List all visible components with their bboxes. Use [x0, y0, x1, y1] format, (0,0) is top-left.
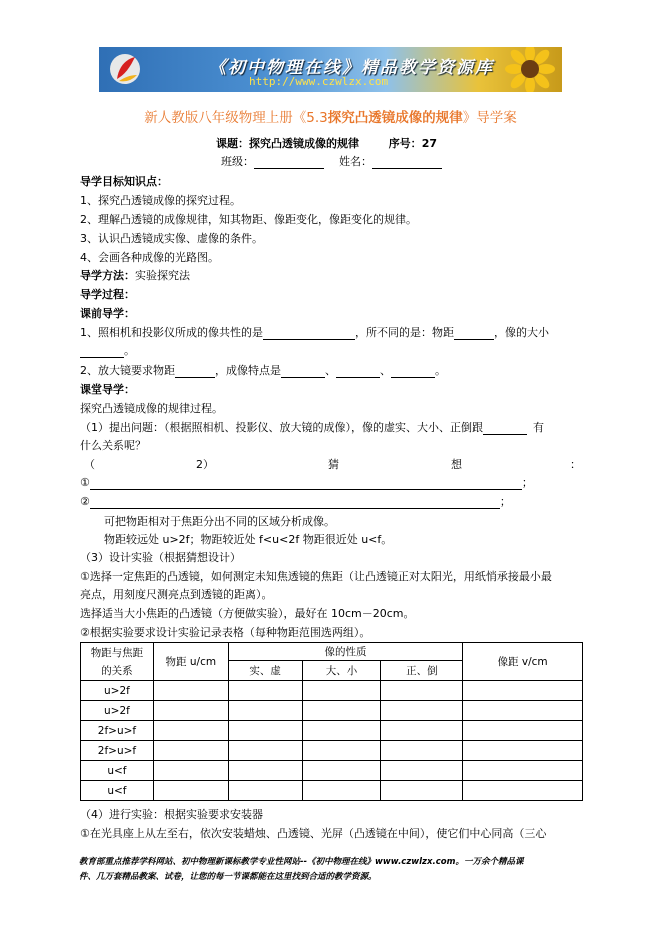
title-suffix: 》导学案 — [462, 110, 517, 126]
u-cell[interactable] — [153, 721, 228, 741]
step4-line: （4）进行实验：根据实验要求安装器 — [80, 808, 263, 821]
step2-part: 2） — [196, 458, 214, 471]
footer-line-2: 件、几万套精品教案、试卷，让您的每一节课都能在这里找到合适的教学资源。 — [79, 872, 377, 882]
guess-2-line — [80, 493, 511, 509]
header-real: 实、虚 — [228, 661, 302, 681]
name-blank[interactable] — [372, 156, 442, 169]
step2-part: 猜 — [328, 458, 339, 471]
step3-line: （3）设计实验（根据猜想设计） — [80, 551, 241, 564]
v-cell[interactable] — [463, 701, 583, 721]
real-cell[interactable] — [228, 741, 302, 761]
relation-cell: u<f — [81, 761, 154, 781]
preclass-q2 — [80, 362, 446, 378]
header-relation-1: 物距与焦距 — [90, 646, 144, 659]
name-label: 姓名： — [339, 155, 372, 168]
table-row — [81, 761, 583, 781]
choose-line: 选择适当大小焦距的凸透镜（方便做实验），最好在 10cm－20cm。 — [80, 607, 415, 620]
header-v: 像距 v/cm — [463, 643, 583, 681]
guess-2-semicolon: ； — [499, 495, 511, 508]
q2-end: 。 — [435, 364, 446, 377]
v-cell[interactable] — [463, 761, 583, 781]
method-label: 导学方法： — [80, 269, 135, 282]
q2-text-b: ，成像特点是 — [215, 364, 281, 377]
q2-sep: 、 — [325, 364, 336, 377]
q2-blank-2[interactable] — [336, 365, 380, 378]
site-banner — [99, 47, 562, 92]
relation-cell: u>2f — [81, 701, 154, 721]
table-row — [81, 701, 583, 721]
relation-cell: u>2f — [81, 681, 154, 701]
inclass-heading: 课堂导学： — [80, 383, 135, 396]
guess-1-marker: ① — [80, 476, 90, 489]
orient-cell[interactable] — [381, 721, 463, 741]
q2-blank-1[interactable] — [281, 365, 325, 378]
inclass-intro: 探究凸透镜成像的规律过程。 — [80, 402, 223, 415]
guess-2-blank[interactable] — [90, 496, 500, 509]
method-line — [80, 267, 190, 283]
guess-1-line — [80, 474, 533, 490]
footer-line-1: 教育部重点推荐学科网站、初中物理新课标教学专业性网站--《初中物理在线》www.czwlzx.com。一万余个精品课 — [79, 857, 524, 867]
step1-cont: 什么关系呢？ — [80, 439, 146, 452]
page-footer — [79, 855, 589, 885]
real-cell[interactable] — [228, 701, 302, 721]
header-relation-2: 的关系 — [101, 664, 133, 677]
real-cell[interactable] — [228, 781, 302, 801]
relation-cell: 2f>u>f — [81, 721, 154, 741]
topic-value: 探究凸透镜成像的规律 — [249, 137, 359, 150]
class-name-line — [221, 153, 442, 169]
step2-part: 想 — [451, 458, 462, 471]
q1-end: 。 — [124, 344, 135, 357]
table-row — [81, 741, 583, 761]
header-orient: 正、倒 — [381, 661, 463, 681]
title-prefix: 新人教版八年级物理上册《5.3 — [144, 110, 328, 126]
record-table — [80, 642, 583, 801]
size-cell[interactable] — [302, 721, 381, 741]
step1-text-b: 有 — [533, 421, 544, 434]
design-line: ②根据实验要求设计实验记录表格（每种物距范围选两组）。 — [80, 626, 371, 639]
step2-part: （ — [84, 458, 95, 471]
guess-1-semicolon: ； — [521, 476, 533, 489]
q1-text-b: ，所不同的是：物距 — [355, 326, 454, 339]
table-row — [81, 681, 583, 701]
q2-blank-distance[interactable] — [175, 365, 215, 378]
region-list: 物距较远处 u>2f；物距较近处 f<u<2f 物距很近处 u<f。 — [104, 533, 393, 546]
v-cell[interactable] — [463, 681, 583, 701]
topic-label: 课题： — [216, 137, 249, 150]
step4-item1: ①在光具座上从左至右，依次安装蜡烛、凸透镜、光屏（凸透镜在中间），使它们中心同高（三心 — [80, 827, 547, 840]
q2-text-a: 2、放大镜要求物距 — [80, 364, 175, 377]
q2-blank-3[interactable] — [391, 365, 435, 378]
goal-item: 3、认识凸透镜成实像、虚像的条件。 — [80, 232, 263, 245]
banner-title: 《初中物理在线》精品教学资源库 — [209, 58, 494, 78]
relation-cell: 2f>u>f — [81, 741, 154, 761]
goal-item: 4、会画各种成像的光路图。 — [80, 251, 219, 264]
relation-cell: u<f — [81, 781, 154, 801]
table-header-row — [81, 643, 583, 661]
preclass-heading: 课前导学： — [80, 307, 135, 320]
u-cell[interactable] — [153, 761, 228, 781]
class-blank[interactable] — [254, 156, 324, 169]
header-image: 像的性质 — [228, 643, 462, 661]
q2-sep: 、 — [380, 364, 391, 377]
q1-text-c: ，像的大小 — [494, 326, 549, 339]
sunflower-icon — [504, 47, 556, 92]
focal-line-b: 亮点，用刻度尺测亮点到透镜的距离）。 — [80, 588, 273, 601]
leaf-logo-icon — [107, 51, 143, 87]
q1-blank-distance[interactable] — [454, 327, 494, 340]
preclass-q1-cont — [80, 342, 135, 358]
class-label: 班级： — [221, 155, 254, 168]
size-cell[interactable] — [302, 741, 381, 761]
banner-url[interactable]: http://www.czwlzx.com — [249, 75, 389, 88]
region-note: 可把物距相对于焦距分出不同的区域分析成像。 — [104, 515, 335, 528]
size-cell[interactable] — [302, 781, 381, 801]
u-cell[interactable] — [153, 681, 228, 701]
u-cell[interactable] — [153, 781, 228, 801]
step1-text: （1）提出问题：（根据照相机、投影仪、放大镜的成像），像的虚实、大小、正倒跟 — [80, 421, 483, 434]
seq-label: 序号： — [388, 137, 422, 150]
orient-cell[interactable] — [381, 701, 463, 721]
step2-part: ： — [570, 458, 581, 471]
document-title — [0, 106, 661, 126]
header-u: 物距 u/cm — [153, 643, 228, 681]
q1-text-a: 1、照相机和投影仪所成的像共性的是 — [80, 326, 263, 339]
q1-blank-common[interactable] — [263, 327, 355, 340]
focal-line-a: ①选择一定焦距的凸透镜，如何测定未知焦透镜的焦距（让凸透镜正对太阳光，用纸悄承接最小最 — [80, 570, 552, 583]
step1-line — [80, 419, 544, 435]
size-cell[interactable] — [302, 761, 381, 781]
size-cell[interactable] — [302, 681, 381, 701]
real-cell[interactable] — [228, 761, 302, 781]
topic-line — [216, 135, 437, 151]
goals-heading: 导学目标知识点： — [80, 175, 168, 188]
q1-blank-size[interactable] — [80, 345, 124, 358]
header-size: 大、小 — [302, 661, 381, 681]
orient-cell[interactable] — [381, 741, 463, 761]
guess-1-blank[interactable] — [90, 477, 522, 490]
preclass-q1 — [80, 324, 549, 340]
orient-cell[interactable] — [381, 781, 463, 801]
v-cell[interactable] — [463, 721, 583, 741]
size-cell[interactable] — [302, 701, 381, 721]
header-relation — [81, 643, 154, 681]
orient-cell[interactable] — [381, 681, 463, 701]
v-cell[interactable] — [463, 781, 583, 801]
seq-value: 27 — [421, 137, 437, 150]
table-row — [81, 721, 583, 741]
orient-cell[interactable] — [381, 761, 463, 781]
u-cell[interactable] — [153, 741, 228, 761]
step1-blank[interactable] — [483, 422, 527, 435]
real-cell[interactable] — [228, 721, 302, 741]
process-label: 导学过程： — [80, 288, 135, 301]
goal-item: 2、理解凸透镜的成像规律，知其物距、像距变化，像距变化的规律。 — [80, 213, 417, 226]
table-row — [81, 781, 583, 801]
method-value: 实验探究法 — [135, 269, 190, 282]
v-cell[interactable] — [463, 741, 583, 761]
title-emphasis: 探究凸透镜成像的规律 — [327, 110, 463, 126]
goal-item: 1、探究凸透镜成像的探究过程。 — [80, 194, 241, 207]
real-cell[interactable] — [228, 681, 302, 701]
u-cell[interactable] — [153, 701, 228, 721]
guess-2-marker: ② — [80, 495, 90, 508]
